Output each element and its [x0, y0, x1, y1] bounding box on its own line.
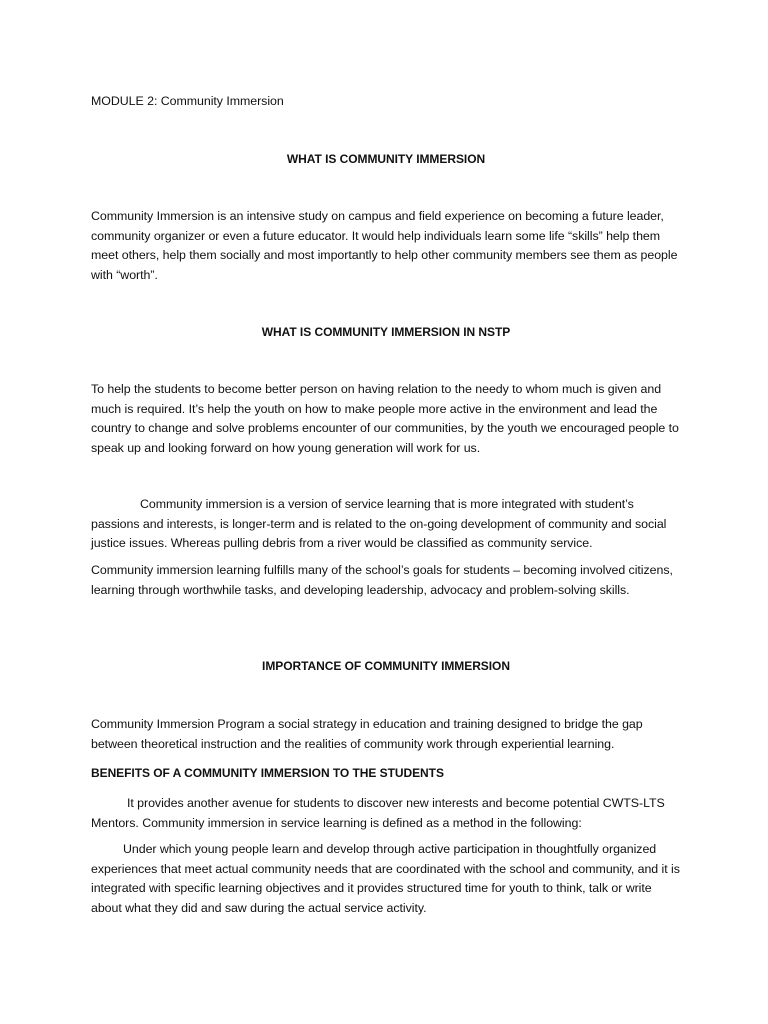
paragraph-nstp-3: Community immersion learning fulfills many of the school’s goals for students – becoming involved citizens, learning through worthwhile tasks, and developing leadership, advocacy and problem-solving skills.: [91, 563, 673, 597]
paragraph-nstp-2: Community immersion is a version of service learning that is more integrated with student’s passions and interests, is longer-term and is related to the on-going development of community and social justice issues. Whereas pulling debris from a river would be classified as community service.: [91, 497, 667, 551]
paragraph-importance: Community Immersion Program a social strategy in education and training designed to bridge the gap between theoretical instruction and the realities of community work through experiential learning.: [91, 717, 643, 751]
paragraph-benefits-1: It provides another avenue for students to discover new interests and become potential CWTS-LTS Mentors. Community immersion in service learning is defined as a method in the following:: [91, 796, 665, 830]
heading-community-immersion-in-nstp: WHAT IS COMMUNITY IMMERSION IN NSTP: [261, 325, 511, 339]
heading-benefits: BENEFITS OF A COMMUNITY IMMERSION TO THE STUDENTS: [91, 766, 444, 780]
paragraph-nstp-1: To help the students to become better person on having relation to the needy to whom much is given and much is required. It’s help the youth on how to make people more active in the environment and lead the country to change and solve problems encounter of our communities, by the youth we encouraged people to speak up and looking forward on how young generation will work for us.: [91, 382, 679, 455]
heading-importance: IMPORTANCE OF COMMUNITY IMMERSION: [262, 659, 510, 673]
paragraph-benefits-2: Under which young people learn and develop through active participation in thoughtfully organized experiences that meet actual community needs that are coordinated with the school and community, and it is integrated with specific learning objectives and it provides structured time for youth to think, talk or write about what they did and saw during the actual service activity.: [91, 842, 680, 915]
module-title: MODULE 2: Community Immersion: [91, 94, 284, 108]
heading-what-is-community-immersion: WHAT IS COMMUNITY IMMERSION: [286, 152, 486, 166]
paragraph-what-is: Community Immersion is an intensive study on campus and field experience on becoming a future leader, community organizer or even a future educator. It would help individuals learn some life “skills” help them meet others, help them socially and most importantly to help other community members see them as people with “worth”.: [91, 209, 678, 282]
